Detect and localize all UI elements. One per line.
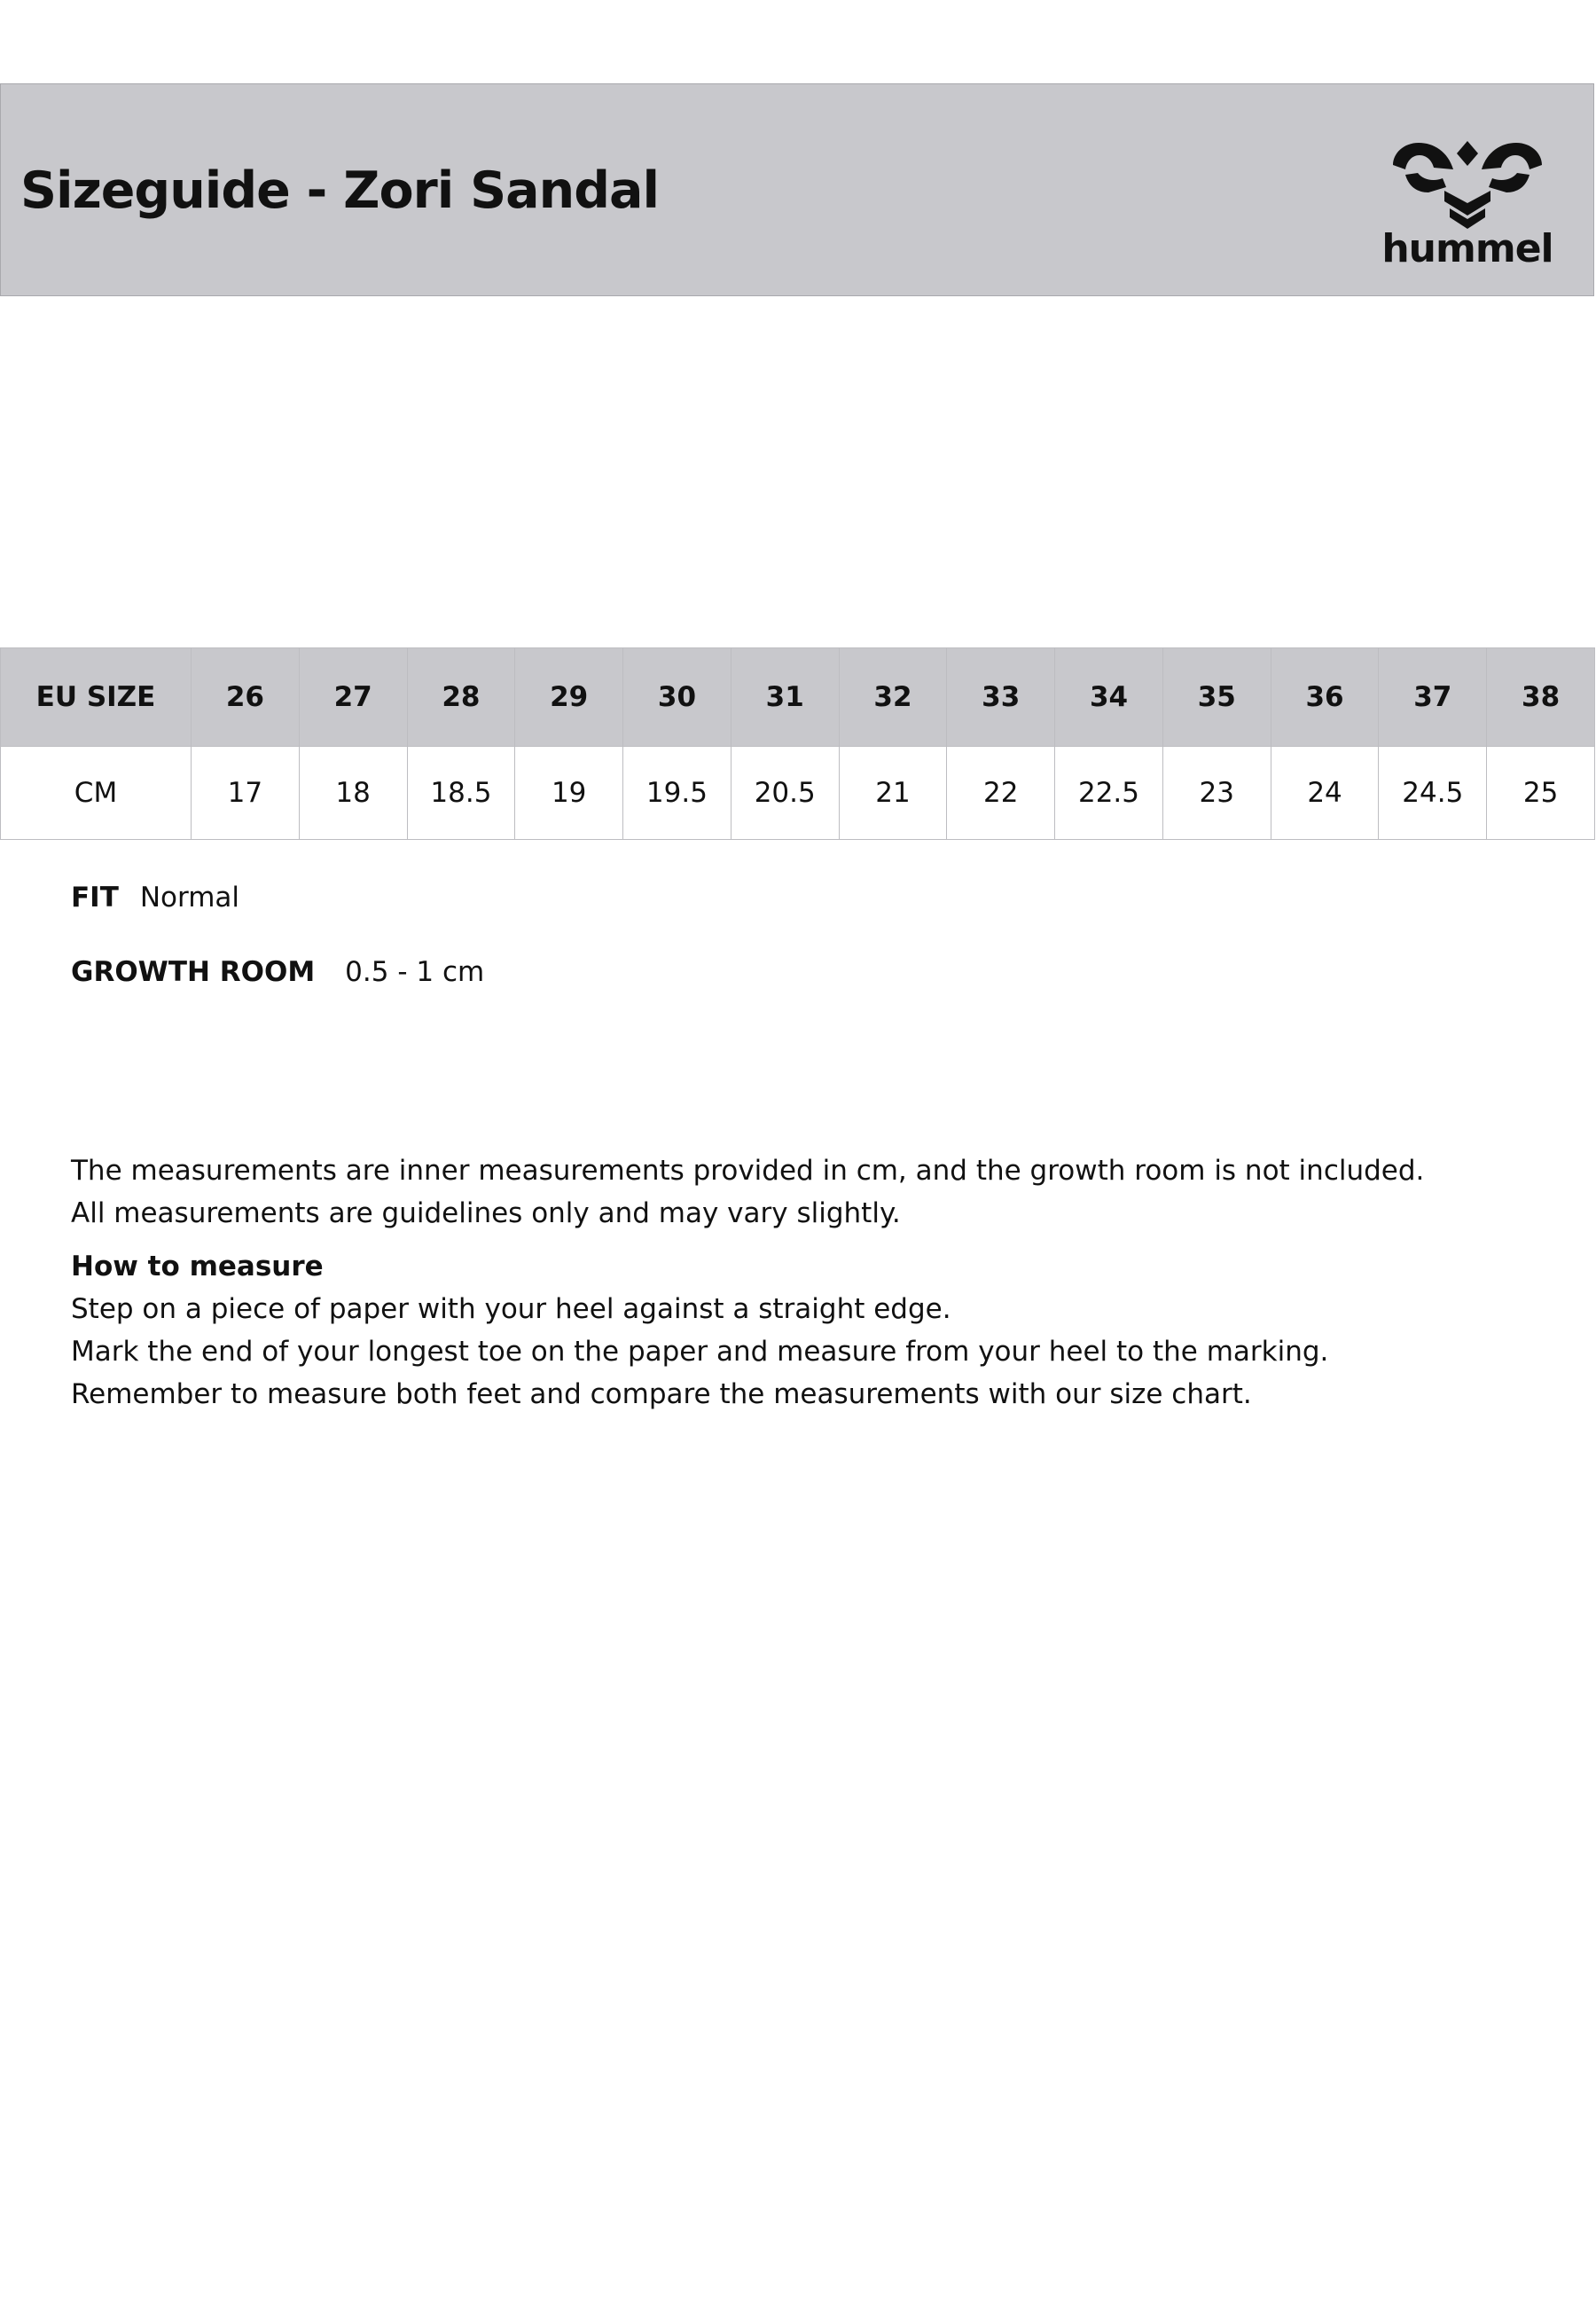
measure-step: Mark the end of your longest toe on the paper and measure from your heel to the marking. — [71, 1336, 1329, 1368]
cm-cell: 19.5 — [623, 747, 732, 840]
eu-size-cell: 31 — [731, 648, 839, 747]
cm-cell: 23 — [1162, 747, 1271, 840]
fit-value: Normal — [139, 882, 240, 914]
eu-size-cell: 29 — [515, 648, 623, 747]
cm-cell: 24.5 — [1379, 747, 1487, 840]
cm-cell: 24 — [1271, 747, 1379, 840]
cm-cell: 19 — [515, 747, 623, 840]
note-line: All measurements are guidelines only and may vary slightly. — [71, 1197, 901, 1229]
eu-size-cell: 26 — [192, 648, 300, 747]
measurement-notes — [71, 1149, 1525, 1416]
note-line: The measurements are inner measurements provided in cm, and the growth room is not included. — [71, 1155, 1425, 1187]
eu-size-cell: 30 — [623, 648, 732, 747]
eu-size-cell: 28 — [407, 648, 515, 747]
eu-size-cell: 37 — [1379, 648, 1487, 747]
how-to-measure-heading: How to measure — [71, 1251, 324, 1282]
eu-size-cell: 38 — [1487, 648, 1595, 747]
cm-header: CM — [1, 747, 192, 840]
cm-row — [1, 747, 1595, 840]
measure-step: Step on a piece of paper with your heel against a straight edge. — [71, 1293, 951, 1325]
cm-cell: 20.5 — [731, 747, 839, 840]
eu-size-cell: 32 — [839, 648, 947, 747]
fit-label: FIT — [71, 882, 119, 914]
eu-size-cell: 35 — [1162, 648, 1271, 747]
eu-size-cell: 36 — [1271, 648, 1379, 747]
growth-room-value: 0.5 - 1 cm — [345, 956, 485, 988]
cm-cell: 22.5 — [1055, 747, 1163, 840]
cm-cell: 17 — [192, 747, 300, 840]
eu-size-cell: 33 — [947, 648, 1055, 747]
cm-cell: 18.5 — [407, 747, 515, 840]
header-banner — [0, 83, 1594, 296]
page-title: Sizeguide - Zori Sandal — [20, 161, 660, 220]
fit-info — [71, 882, 239, 914]
logo-wordmark: hummel — [1381, 226, 1553, 267]
measure-step: Remember to measure both feet and compare the measurements with our size chart. — [71, 1378, 1252, 1410]
eu-size-row — [1, 648, 1595, 747]
growth-room-label: GROWTH ROOM — [71, 956, 316, 988]
hummel-logo — [1379, 116, 1556, 267]
growth-room-info — [71, 956, 484, 988]
cm-cell: 18 — [299, 747, 407, 840]
eu-size-header: EU SIZE — [1, 648, 192, 747]
cm-cell: 21 — [839, 747, 947, 840]
cm-cell: 22 — [947, 747, 1055, 840]
eu-size-cell: 27 — [299, 648, 407, 747]
hummel-bee-logo-icon — [1379, 116, 1556, 267]
eu-size-cell: 34 — [1055, 648, 1163, 747]
cm-cell: 25 — [1487, 747, 1595, 840]
size-table — [0, 647, 1595, 840]
